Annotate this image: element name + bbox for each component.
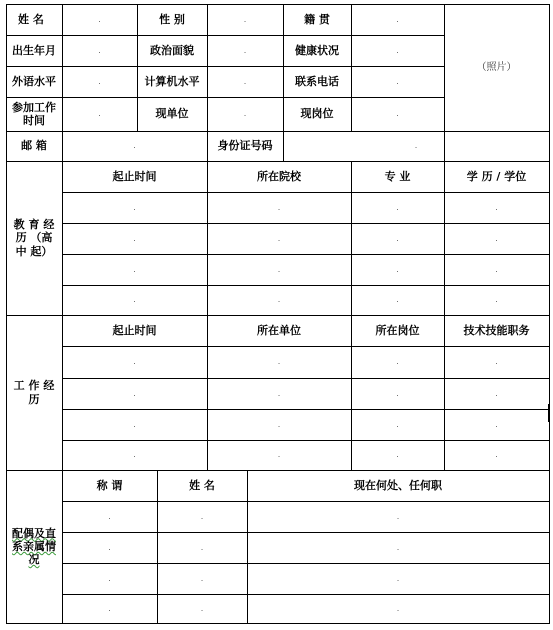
phone-field[interactable] bbox=[351, 66, 444, 97]
education-cell-r1-c0[interactable] bbox=[62, 192, 207, 223]
family-cell-r2-c2[interactable] bbox=[247, 532, 549, 563]
work-cell-r3-c0-text: . bbox=[133, 419, 136, 429]
education-header-1 bbox=[207, 161, 351, 192]
education-cell-r3-c3[interactable] bbox=[444, 254, 549, 285]
family-cell-r4-c2-text: . bbox=[396, 603, 400, 613]
current-unit-field-text: . bbox=[243, 109, 247, 119]
current-unit-label-text: 现单位 bbox=[155, 107, 189, 121]
work-cell-r1-c3-text: . bbox=[495, 357, 498, 367]
education-header-2-text: 专 业 bbox=[384, 169, 411, 183]
work-cell-r1-c1-text: . bbox=[277, 357, 281, 367]
phone-field-text: . bbox=[396, 76, 399, 86]
family-cell-r1-c0-text: . bbox=[108, 511, 111, 521]
education-cell-r3-c2-text: . bbox=[396, 264, 399, 274]
current-unit-label bbox=[137, 97, 207, 131]
work-cell-r1-c1[interactable] bbox=[207, 346, 351, 378]
education-cell-r4-c1-text: . bbox=[277, 295, 281, 305]
work-cell-r3-c1[interactable] bbox=[207, 409, 351, 440]
family-cell-r4-c1-text: . bbox=[200, 603, 204, 613]
work-cell-r3-c3-text: . bbox=[495, 419, 498, 429]
family-cell-r2-c2-text: . bbox=[396, 542, 400, 552]
family-cell-r2-c1[interactable] bbox=[157, 532, 247, 563]
family-cell-r3-c1[interactable] bbox=[157, 563, 247, 594]
health-field-text: . bbox=[396, 45, 399, 55]
work-start-label-text: 参加工作时间 bbox=[12, 100, 56, 127]
email-field-text: . bbox=[133, 141, 136, 151]
work-cell-r1-c3[interactable] bbox=[444, 346, 549, 378]
education-cell-r1-c0-text: . bbox=[133, 202, 136, 212]
family-header-1 bbox=[157, 470, 247, 501]
work-start-label bbox=[6, 97, 62, 131]
id-number-field[interactable] bbox=[283, 131, 549, 161]
family-cell-r3-c1-text: . bbox=[200, 573, 204, 583]
family-cell-r1-c2[interactable] bbox=[247, 501, 549, 532]
work-cell-r3-c3[interactable] bbox=[444, 409, 549, 440]
political-field-text: . bbox=[243, 45, 247, 55]
id-number-label bbox=[207, 131, 283, 161]
education-header-0 bbox=[62, 161, 207, 192]
education-cell-r4-c0[interactable] bbox=[62, 285, 207, 315]
birth-label-text: 出生年月 bbox=[12, 43, 56, 57]
work-start-field[interactable] bbox=[62, 97, 137, 131]
education-cell-r4-c2[interactable] bbox=[351, 285, 444, 315]
work-header-3-text: 技术技能职务 bbox=[463, 323, 530, 337]
health-field[interactable] bbox=[351, 35, 444, 66]
computer-level-field[interactable] bbox=[207, 66, 283, 97]
family-cell-r2-c1-text: . bbox=[200, 542, 204, 552]
education-header-2 bbox=[351, 161, 444, 192]
political-label bbox=[137, 35, 207, 66]
name-label bbox=[6, 4, 62, 35]
education-cell-r1-c1[interactable] bbox=[207, 192, 351, 223]
work-section-label-text: 工 作 经 历 bbox=[13, 379, 55, 406]
work-section-label bbox=[6, 315, 62, 470]
work-cell-r2-c3-text: . bbox=[495, 388, 498, 398]
work-cell-r4-c3[interactable] bbox=[444, 440, 549, 470]
id-number-field-text: . bbox=[414, 141, 418, 151]
family-cell-r4-c2[interactable] bbox=[247, 594, 549, 623]
education-header-3-text: 学 历 / 学位 bbox=[466, 169, 527, 183]
family-cell-r2-c0[interactable] bbox=[62, 532, 157, 563]
family-section-label bbox=[6, 470, 62, 623]
education-cell-r3-c0-text: . bbox=[133, 264, 136, 274]
work-cell-r3-c0[interactable] bbox=[62, 409, 207, 440]
work-cell-r3-c1-text: . bbox=[277, 419, 281, 429]
work-cell-r4-c1[interactable] bbox=[207, 440, 351, 470]
photo-placeholder bbox=[444, 4, 549, 131]
family-cell-r3-c0[interactable] bbox=[62, 563, 157, 594]
text-cursor bbox=[548, 404, 549, 422]
foreign-language-label-text: 外语水平 bbox=[12, 74, 56, 88]
foreign-language-field[interactable] bbox=[62, 66, 137, 97]
education-header-3 bbox=[444, 161, 549, 192]
family-section-label-text: 配偶及直系亲属情况 bbox=[12, 526, 56, 567]
current-post-label-text: 现岗位 bbox=[300, 107, 334, 121]
education-cell-r2-c0[interactable] bbox=[62, 223, 207, 254]
work-cell-r2-c0[interactable] bbox=[62, 378, 207, 409]
work-cell-r4-c3-text: . bbox=[495, 450, 498, 460]
family-cell-r1-c1[interactable] bbox=[157, 501, 247, 532]
id-number-label-text: 身份证号码 bbox=[217, 139, 273, 153]
family-header-2-text: 现在何处、任何职 bbox=[354, 478, 442, 492]
current-post-field[interactable] bbox=[351, 97, 444, 131]
work-header-1-text: 所在单位 bbox=[257, 323, 301, 337]
family-header-1-text: 姓 名 bbox=[189, 478, 215, 492]
education-header-1-text: 所在院校 bbox=[257, 169, 301, 183]
political-field[interactable] bbox=[207, 35, 283, 66]
education-section-label bbox=[6, 161, 62, 315]
gender-label-text: 性 别 bbox=[159, 12, 185, 26]
education-header-0-text: 起止时间 bbox=[112, 169, 157, 183]
work-cell-r4-c0[interactable] bbox=[62, 440, 207, 470]
current-unit-field[interactable] bbox=[207, 97, 283, 131]
education-cell-r4-c3[interactable] bbox=[444, 285, 549, 315]
health-label bbox=[283, 35, 351, 66]
education-cell-r1-c3[interactable] bbox=[444, 192, 549, 223]
name-field-text: . bbox=[98, 14, 101, 24]
family-cell-r1-c0[interactable] bbox=[62, 501, 157, 532]
family-cell-r4-c0[interactable] bbox=[62, 594, 157, 623]
work-header-1 bbox=[207, 315, 351, 346]
education-cell-r3-c2[interactable] bbox=[351, 254, 444, 285]
work-cell-r2-c3[interactable] bbox=[444, 378, 549, 409]
photo-placeholder-text: （照片） bbox=[476, 61, 517, 73]
work-cell-r4-c2[interactable] bbox=[351, 440, 444, 470]
work-cell-r2-c1-text: . bbox=[277, 388, 281, 398]
birth-label bbox=[6, 35, 62, 66]
native-place-field[interactable] bbox=[351, 4, 444, 35]
education-cell-r4-c1[interactable] bbox=[207, 285, 351, 315]
family-header-0 bbox=[62, 470, 157, 501]
native-place-field-text: . bbox=[396, 14, 399, 24]
education-cell-r3-c3-text: . bbox=[495, 264, 498, 274]
current-post-label bbox=[283, 97, 351, 131]
gender-field[interactable] bbox=[207, 4, 283, 35]
computer-level-label-text: 计算机水平 bbox=[144, 74, 200, 88]
work-cell-r4-c1-text: . bbox=[277, 450, 281, 460]
education-section-label-text: 教 育 经 历 （高中 起） bbox=[13, 218, 55, 258]
foreign-language-field-text: . bbox=[98, 76, 101, 86]
education-cell-r1-c3-text: . bbox=[495, 202, 498, 212]
family-bottom bbox=[6, 623, 550, 624]
education-cell-r2-c1[interactable] bbox=[207, 223, 351, 254]
native-place-label bbox=[283, 4, 351, 35]
frame-right bbox=[549, 4, 550, 624]
work-header-0-text: 起止时间 bbox=[112, 323, 157, 337]
education-cell-r4-c2-text: . bbox=[396, 295, 399, 305]
work-cell-r1-c0[interactable] bbox=[62, 346, 207, 378]
family-cell-r3-c2-text: . bbox=[396, 573, 400, 583]
gender-label bbox=[137, 4, 207, 35]
work-cell-r1-c0-text: . bbox=[133, 357, 136, 367]
education-cell-r2-c2[interactable] bbox=[351, 223, 444, 254]
email-label bbox=[6, 131, 62, 161]
family-cell-r3-c0-text: . bbox=[108, 573, 111, 583]
education-cell-r2-c0-text: . bbox=[133, 233, 136, 243]
education-cell-r1-c2[interactable] bbox=[351, 192, 444, 223]
work-cell-r2-c2[interactable] bbox=[351, 378, 444, 409]
family-cell-r2-c0-text: . bbox=[108, 542, 111, 552]
education-cell-r2-c3[interactable] bbox=[444, 223, 549, 254]
work-cell-r2-c1[interactable] bbox=[207, 378, 351, 409]
work-header-2 bbox=[351, 315, 444, 346]
name-label-text: 姓 名 bbox=[18, 12, 44, 26]
phone-label-text: 联系电话 bbox=[295, 74, 339, 88]
education-cell-r3-c1[interactable] bbox=[207, 254, 351, 285]
family-cell-r1-c2-text: . bbox=[396, 511, 400, 521]
education-cell-r3-c0[interactable] bbox=[62, 254, 207, 285]
work-cell-r4-c0-text: . bbox=[133, 450, 136, 460]
birth-field[interactable] bbox=[62, 35, 137, 66]
foreign-language-label bbox=[6, 66, 62, 97]
gender-field-text: . bbox=[243, 14, 247, 24]
education-cell-r4-c3-text: . bbox=[495, 295, 498, 305]
name-field[interactable] bbox=[62, 4, 137, 35]
email-field[interactable] bbox=[62, 131, 207, 161]
work-cell-r1-c2[interactable] bbox=[351, 346, 444, 378]
work-header-3 bbox=[444, 315, 549, 346]
birth-field-text: . bbox=[98, 45, 101, 55]
family-cell-r4-c0-text: . bbox=[108, 603, 111, 613]
family-header-2 bbox=[247, 470, 549, 501]
work-header-2-text: 所在岗位 bbox=[375, 323, 420, 337]
work-cell-r2-c2-text: . bbox=[396, 388, 399, 398]
education-cell-r1-c2-text: . bbox=[396, 202, 399, 212]
education-cell-r2-c2-text: . bbox=[396, 233, 399, 243]
family-cell-r3-c2[interactable] bbox=[247, 563, 549, 594]
family-cell-r4-c1[interactable] bbox=[157, 594, 247, 623]
work-cell-r4-c2-text: . bbox=[396, 450, 399, 460]
family-cell-r1-c1-text: . bbox=[200, 511, 204, 521]
native-place-label-text: 籍 贯 bbox=[304, 12, 330, 26]
work-header-0 bbox=[62, 315, 207, 346]
political-label-text: 政治面貌 bbox=[150, 43, 194, 57]
work-cell-r3-c2[interactable] bbox=[351, 409, 444, 440]
work-start-field-text: . bbox=[98, 109, 101, 119]
education-cell-r1-c1-text: . bbox=[277, 202, 281, 212]
email-label-text: 邮 箱 bbox=[21, 139, 47, 153]
health-label-text: 健康状况 bbox=[295, 43, 339, 57]
education-cell-r4-c0-text: . bbox=[133, 295, 136, 305]
work-cell-r3-c2-text: . bbox=[396, 419, 399, 429]
family-header-0-text: 称 谓 bbox=[96, 478, 123, 492]
work-cell-r1-c2-text: . bbox=[396, 357, 399, 367]
current-post-field-text: . bbox=[396, 109, 399, 119]
education-cell-r3-c1-text: . bbox=[277, 264, 281, 274]
computer-level-label bbox=[137, 66, 207, 97]
computer-level-field-text: . bbox=[243, 76, 247, 86]
phone-label bbox=[283, 66, 351, 97]
education-cell-r2-c3-text: . bbox=[495, 233, 498, 243]
education-cell-r2-c1-text: . bbox=[277, 233, 281, 243]
work-cell-r2-c0-text: . bbox=[133, 388, 136, 398]
